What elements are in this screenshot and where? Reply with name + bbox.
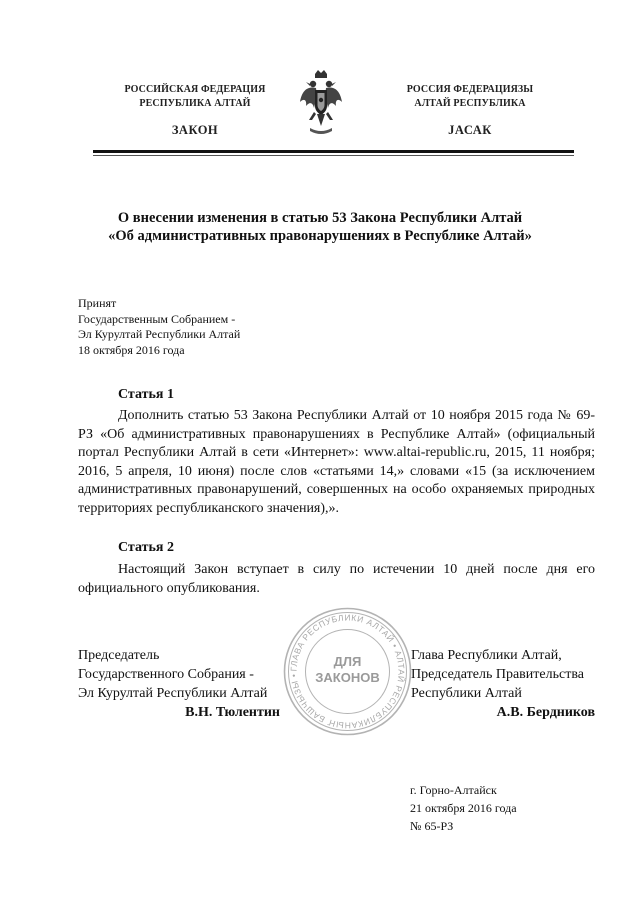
law-title-line2: «Об административных правонарушениях в Республике Алтай»: [108, 228, 532, 244]
seal-ring-text: ГЛАВА РЕСПУБЛИКИ АЛТАЙ • АЛТАЙ РЕСПУБЛИКАНЫҤ БАШЧЫЗЫ •: [288, 612, 407, 731]
seal-center-line1: ДЛЯ: [333, 654, 362, 669]
signature-right-name: А.В. Бердников: [496, 705, 595, 720]
signature-left-line3: Эл Курултай Республики Алтай: [78, 686, 268, 701]
signature-right-line1: Глава Республики Алтай,: [411, 648, 562, 663]
article-2-heading: Статья 2: [118, 540, 174, 555]
footer-place: г. Горно-Алтайск: [410, 783, 497, 797]
signature-right-line2: Председатель Правительства: [411, 667, 584, 682]
signature-left-name: В.Н. Тюлентин: [185, 705, 280, 720]
header-right-line2: АЛТАЙ РЕСПУБЛИКА: [414, 98, 526, 109]
seal-center-line2: ЗАКОНОВ: [315, 670, 380, 685]
law-title-line1: О внесении изменения в статью 53 Закона Республики Алтай: [117, 210, 523, 226]
signature-left: [78, 646, 308, 703]
adoption-line1: Принят: [78, 296, 117, 310]
footer-block: [410, 781, 610, 835]
header-left-doc-type: ЗАКОН: [171, 123, 219, 137]
header-right-line1: РОССИЯ ФЕДЕРАЦИЯЗЫ: [406, 84, 534, 95]
adoption-line3: Эл Курултай Республики Алтай: [78, 327, 241, 341]
article-2-body: Настоящий Закон вступает в силу по истечении 10 дней после дня его официального опубликования.: [78, 562, 595, 596]
adoption-line2: Государственным Собранием -: [78, 311, 236, 326]
footer-number: № 65-РЗ: [410, 819, 454, 833]
header-rule-thick: [93, 150, 574, 153]
law-title: [60, 209, 580, 245]
signature-left-line2: Государственного Собрания -: [78, 667, 254, 682]
footer-date: 21 октября 2016 года: [410, 801, 517, 815]
header-rule-thin: [93, 155, 574, 156]
header-right-doc-type: JАСАК: [448, 123, 492, 137]
adoption-date: 18 октября 2016 года: [78, 342, 185, 357]
article-1-text: [78, 407, 595, 518]
signature-left-line1: Председатель: [78, 648, 160, 663]
header-left-line1: РОССИЙСКАЯ ФЕДЕРАЦИЯ: [124, 84, 266, 95]
article-2-text: [78, 561, 595, 598]
article-1-body: Дополнить статью 53 Закона Республики Алтай от 10 ноября 2015 года № 69-РЗ «Об административных правонарушениях в Республике Алтай» (официальный портал Республики Алтай в сети «Интернет»: www.altai-republic.ru, 2015, 11 ноября; 2016, 5 апреля, 10 июня) после слов «статьями 14,» словами «15 (за исключением административных правонарушений, совершенных на особо охраняемых природных территориях республиканского значения),».: [78, 408, 595, 516]
coat-of-arms-emblem: [298, 68, 344, 136]
header-left-line2: РЕСПУБЛИКА АЛТАЙ: [139, 98, 251, 109]
adoption-block: [78, 296, 328, 358]
signature-right-line3: Республики Алтай: [411, 686, 522, 701]
signature-right: [411, 646, 611, 703]
article-1-heading: Статья 1: [118, 387, 174, 402]
